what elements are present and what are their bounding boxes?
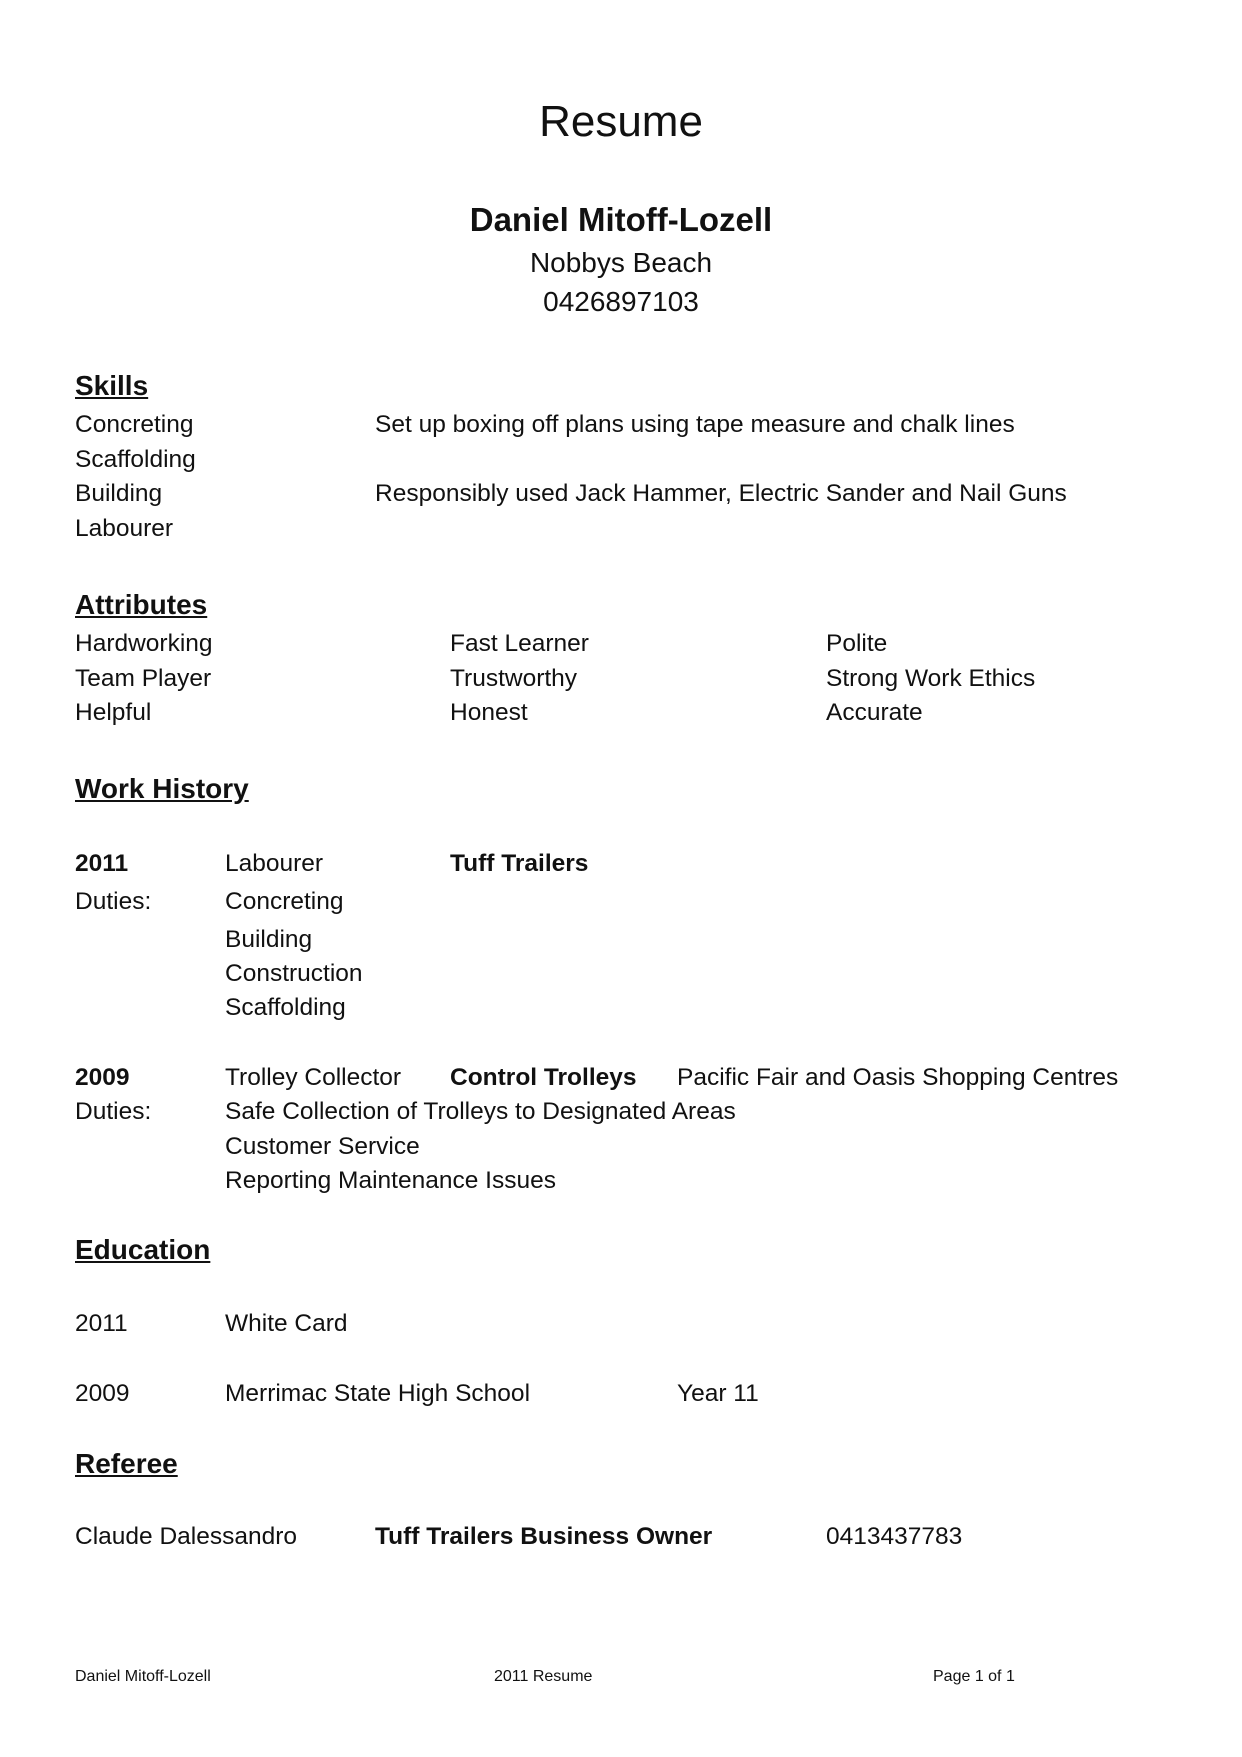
- attributes-heading: Attributes: [75, 589, 208, 620]
- job-duty: Building: [225, 926, 313, 953]
- job-year: 2011: [75, 850, 129, 877]
- candidate-location: Nobbys Beach: [529, 247, 713, 278]
- education-level: Year 11: [677, 1380, 759, 1407]
- footer-page-number: Page 1 of 1: [933, 1668, 1015, 1685]
- candidate-phone: 0426897103: [543, 286, 699, 317]
- education-year: 2011: [75, 1310, 128, 1337]
- referee-name: Claude Dalessandro: [75, 1523, 297, 1550]
- skill-detail: Set up boxing off plans using tape measure and chalk lines: [375, 411, 1015, 438]
- job-company: Control Trolleys: [450, 1064, 637, 1091]
- skill-item: Labourer: [75, 515, 174, 542]
- duties-label: Duties:: [75, 888, 152, 915]
- job-duty: Concreting: [225, 888, 344, 915]
- job-year: 2009: [75, 1064, 130, 1091]
- duties-label: Duties:: [75, 1098, 152, 1125]
- job-duty: Reporting Maintenance Issues: [225, 1167, 556, 1194]
- job-duty: Scaffolding: [225, 994, 346, 1021]
- skill-item: Building: [75, 480, 163, 507]
- job-company: Tuff Trailers: [450, 850, 589, 877]
- job-duty: Customer Service: [225, 1133, 420, 1160]
- candidate-name: Daniel Mitoff-Lozell: [469, 201, 773, 238]
- work-history-heading: Work History: [75, 773, 249, 804]
- job-role: Labourer: [225, 850, 324, 877]
- referee-heading: Referee: [75, 1448, 178, 1479]
- referee-phone: 0413437783: [826, 1523, 963, 1550]
- attribute-item: Accurate: [826, 699, 923, 726]
- document-title: Resume: [539, 97, 703, 146]
- attribute-item: Hardworking: [75, 630, 213, 657]
- job-duty: Construction: [225, 960, 363, 987]
- attribute-item: Trustworthy: [450, 665, 578, 692]
- footer-left: Daniel Mitoff-Lozell: [75, 1668, 211, 1685]
- skill-item: Scaffolding: [75, 446, 196, 473]
- education-year: 2009: [75, 1380, 130, 1407]
- attribute-item: Team Player: [75, 665, 212, 692]
- job-role: Trolley Collector: [225, 1064, 402, 1091]
- attribute-item: Honest: [450, 699, 528, 726]
- job-location: Pacific Fair and Oasis Shopping Centres: [677, 1064, 1119, 1091]
- referee-title: Tuff Trailers Business Owner: [375, 1523, 713, 1550]
- attribute-item: Fast Learner: [450, 630, 589, 657]
- footer-center: 2011 Resume: [494, 1668, 593, 1685]
- skill-item: Concreting: [75, 411, 194, 438]
- education-name: White Card: [225, 1310, 348, 1337]
- attribute-item: Helpful: [75, 699, 152, 726]
- job-duty: Safe Collection of Trolleys to Designated Areas: [225, 1098, 736, 1125]
- skill-detail: Responsibly used Jack Hammer, Electric Sander and Nail Guns: [375, 480, 1067, 507]
- attribute-item: Polite: [826, 630, 888, 657]
- education-heading: Education: [75, 1234, 211, 1265]
- education-name: Merrimac State High School: [225, 1380, 531, 1407]
- attribute-item: Strong Work Ethics: [826, 665, 1036, 692]
- skills-heading: Skills: [75, 370, 149, 401]
